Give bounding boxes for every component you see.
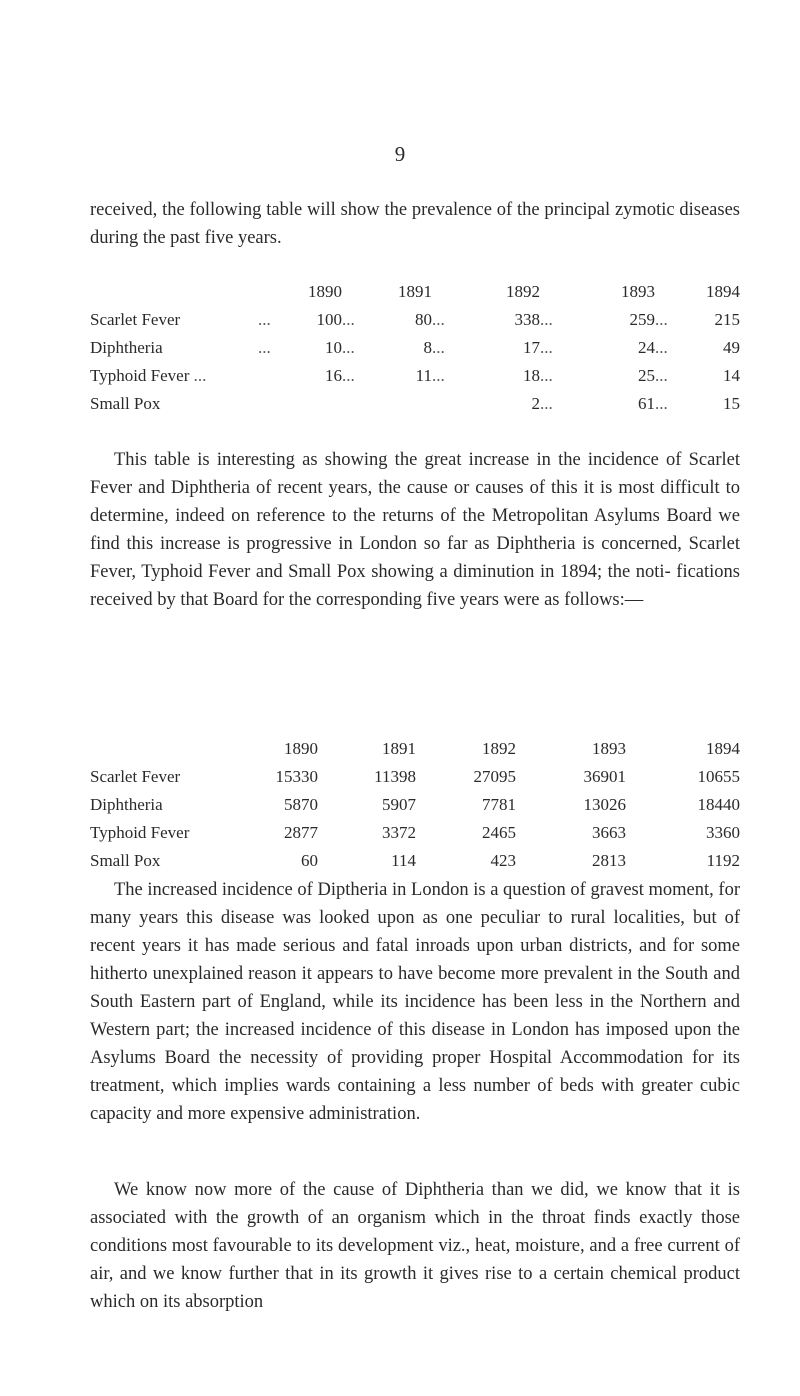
table-cell: 1192 — [706, 851, 740, 870]
leader-dots: ... — [540, 338, 553, 357]
disease-label: Typhoid Fever — [90, 823, 190, 842]
table-row — [90, 334, 740, 362]
prevalence-table — [90, 278, 740, 418]
leader-dots: ... — [540, 310, 553, 329]
table-cell: 61 — [638, 394, 655, 413]
leader-dots: ... — [432, 366, 445, 385]
table-cell: 25 — [638, 366, 655, 385]
table-cell: 2877 — [284, 823, 318, 842]
table-cell: 13026 — [583, 795, 626, 814]
leader-dots: ... — [342, 366, 355, 385]
table-cell: 423 — [490, 851, 516, 870]
disease-label: Small Pox — [90, 851, 161, 870]
year-header: 1890 — [284, 739, 318, 758]
table-cell — [382, 390, 432, 418]
table-cell: 100 — [316, 310, 342, 329]
leader-dots: ... — [342, 338, 355, 357]
table-cell: 8 — [423, 338, 432, 357]
intro-paragraph: received, the following table will show the prevalence of the principal zymotic diseases during the past five years. — [90, 200, 740, 248]
table-cell: 2813 — [592, 851, 626, 870]
body-paragraph: The increased incidence of Diptheria in London is a question of gravest moment, for many years this disease was looked upon as one peculiar to rural localities, but of recent years it has made serious and fatal inroads upon urban districts, and for some hitherto unexplained reason it appears to have become more prevalent in the South and South Eastern part of England, while its incidence has been less in the Northern and Western part; the increased incidence of this disease in London has imposed upon the Asylums Board the necessity of providing proper Hospital Accommodation for its treatment, which implies wards containing a less number of beds with greater cubic capacity and more expensive administration. — [90, 880, 740, 1124]
year-header: 1894 — [706, 282, 740, 301]
table-cell: 2 — [531, 394, 540, 413]
table-cell: 11398 — [374, 767, 416, 786]
table-header-row — [90, 735, 740, 763]
table-cell: 18 — [523, 366, 540, 385]
table-cell: 2465 — [482, 823, 516, 842]
leader-dots: ... — [540, 366, 553, 385]
header-blank — [90, 735, 248, 763]
leader-dots: ... — [258, 338, 271, 357]
table-row — [90, 791, 740, 819]
table-row — [90, 819, 740, 847]
table-cell: 15330 — [275, 767, 318, 786]
body-paragraph: We know now more of the cause of Diphtheria than we did, we know that it is associated with the growth of an organism which in the throat finds exactly those conditions most favourable to its development viz., heat, moisture, and a free current of air, and we know further that in its growth it gives rise to a certain chemical product which on its absorption — [90, 1180, 740, 1312]
table-cell: 14 — [723, 366, 740, 385]
table-cell: 10 — [325, 338, 342, 357]
table-cell: 215 — [714, 310, 740, 329]
table-cell: 3372 — [382, 823, 416, 842]
table-cell: 3360 — [706, 823, 740, 842]
table-cell: 27095 — [473, 767, 516, 786]
leader-dots: ... — [655, 366, 668, 385]
leader-dots: ... — [655, 310, 668, 329]
disease-label: Small Pox — [90, 394, 161, 413]
table-cell: 24 — [638, 338, 655, 357]
year-header: 1890 — [308, 282, 342, 301]
table-row — [90, 763, 740, 791]
leader-dots: ... — [432, 310, 445, 329]
leader-dots: ... — [258, 310, 271, 329]
page-number: 9 — [394, 142, 406, 166]
table-cell: 259 — [629, 310, 655, 329]
notifications-table — [90, 735, 740, 875]
leader-dots: ... — [540, 394, 553, 413]
table-cell: 11 — [415, 366, 432, 385]
year-header: 1894 — [706, 739, 740, 758]
leader-dots: ... — [432, 338, 445, 357]
table-cell: 36901 — [583, 767, 626, 786]
table-cell: 15 — [723, 394, 740, 413]
table-row — [90, 847, 740, 875]
table-cell: 114 — [391, 851, 416, 870]
table-cell: 338 — [514, 310, 540, 329]
table-cell: 49 — [723, 338, 740, 357]
table-cell — [290, 390, 342, 418]
year-header: 1892 — [506, 282, 540, 301]
year-header: 1891 — [398, 282, 432, 301]
table-cell: 16 — [325, 366, 342, 385]
table-cell: 3663 — [592, 823, 626, 842]
table-cell: 5870 — [284, 795, 318, 814]
disease-label: Diphtheria — [90, 795, 163, 814]
year-header: 1893 — [621, 282, 655, 301]
table-cell: 18440 — [697, 795, 740, 814]
table-header-row — [90, 278, 740, 306]
table-row — [90, 390, 740, 418]
year-header: 1891 — [382, 739, 416, 758]
year-header: 1893 — [592, 739, 626, 758]
disease-label: Scarlet Fever — [90, 767, 181, 786]
leader-dots: ... — [342, 310, 355, 329]
header-blank — [90, 278, 258, 306]
leader-dots: ... — [655, 394, 668, 413]
table-cell: 17 — [523, 338, 540, 357]
leader-dots: ... — [655, 338, 668, 357]
table-row — [90, 306, 740, 334]
table-cell: 10655 — [697, 767, 740, 786]
disease-label: Scarlet Fever — [90, 310, 181, 329]
table-cell: 7781 — [482, 795, 516, 814]
disease-label: Typhoid Fever ... — [90, 366, 207, 385]
body-paragraph: This table is interesting as showing the great increase in the incidence of Scarlet Fever and Diphtheria of recent years, the cause or causes of this it is most difficult to determine, indeed on reference to the returns of the Metropolitan Asylums Board we find this increase is progressive in London so far as Diphtheria is concerned, Scarlet Fever, Typhoid Fever and Small Pox showing a diminution in 1894; the noti- fications received by that Board for the corresponding five years were as follows:— — [90, 450, 740, 610]
table-row — [90, 362, 740, 390]
table-cell: 80 — [415, 310, 432, 329]
disease-label: Diphtheria — [90, 338, 163, 357]
table-cell: 60 — [301, 851, 318, 870]
table-cell: 5907 — [382, 795, 416, 814]
year-header: 1892 — [482, 739, 516, 758]
